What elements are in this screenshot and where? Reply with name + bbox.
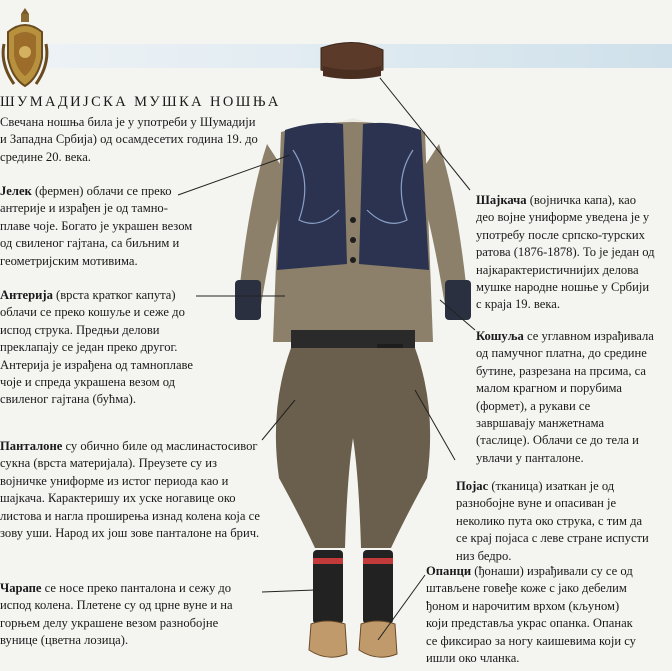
pantalone-text: Панталоне су обично биле од маслинастосивог сукна (врста материјала). Преузете су из војничке униформе из истог периода као и шајкача. Карактеришу их уске ногавице око листова и нагла проширења изнад колена која се зову уши. Народ их још зове панталоне на брич. — [0, 439, 260, 541]
opanci-text: Опанци (ђонаши) израђивали су се од штављене говеђе коже с јако дебелим ђоном и нарочитим врхом (кљуном) који представља украс опанка. Опанак се фиксирао за ногу каишевима који су ишли око чланка. — [426, 564, 636, 666]
carape-text: Чарапе се носе преко панталона и сежу до испод колена. Плетене су од црне вуне и на горњем делу украшене везом разнобојне вунице (цветна лозица). — [0, 581, 233, 648]
page-title: ШУМАДИЈСКА МУШКА НОШЊА — [0, 94, 281, 110]
anterija-text: Антерија (врста кратког капута) облачи се преко кошуље и сеже до испод струка. Предњи делови преклапају се један преко другог. Антерија је израђена од тамноплаве чоје и спреда украшена везом од свиленог гајтана (бућма). — [0, 288, 194, 407]
coat-of-arms-icon — [0, 4, 50, 96]
intro-text: Свечана ношња била је у употреби у Шумадији и Западна Србија) од осамдесетих година 19. до средине 20. века. — [0, 115, 258, 164]
kosulja-text: Кошуља се углавном израђивала од памучног платна, до средине бутине, разрезана на прсима, са малом крагном и порубима (формет), а рукави се завршавају манжетнама (таслице). Облачи се до тела и увлачи у панталоне. — [476, 329, 654, 465]
pojas-text: Појас (тканица) изаткан је од разнобојне вуне и опасиван је неколико пута око струка, с тим да се крај појаса с леве стране испусти низ бедро. — [456, 479, 649, 563]
jelek-text: Јелек (фермен) облачи се преко антерије и израђен је од тамно- плаве чоје. Богато је украшен везом од свиленог гајтана, са биљним и геометријским мотивима. — [0, 184, 193, 268]
sajkaca-text: Шајкача (војничка капа), као део војне униформе уведена је у употребу после српско-турских ратова (1876-1878). То је један од најкарактеристичнијих делова мушке народне ношње у Србији с краја 19. века. — [476, 193, 655, 312]
